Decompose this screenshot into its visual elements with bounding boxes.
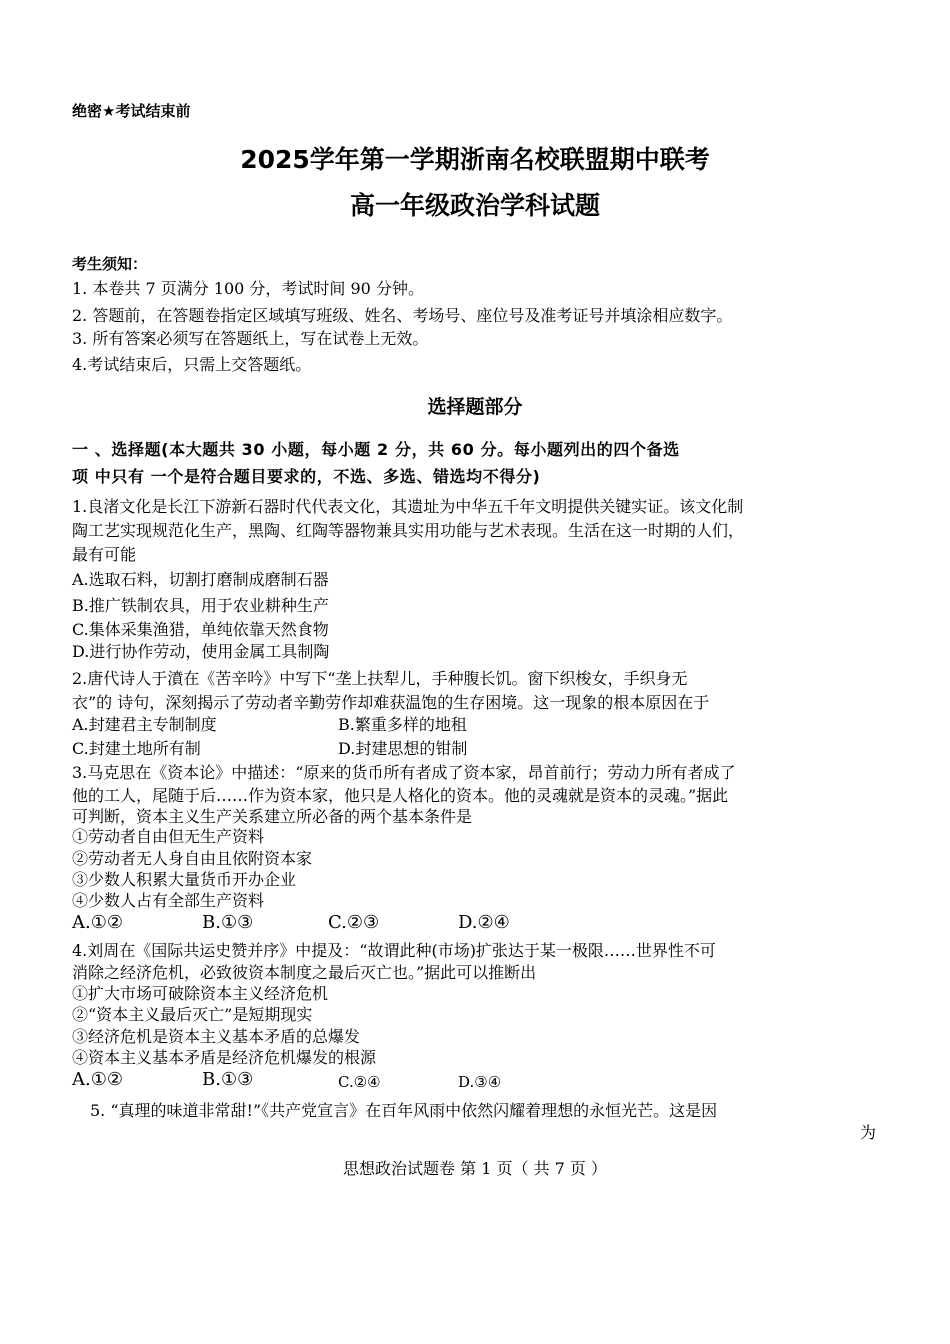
notice-heading: 考生须知： <box>72 255 148 273</box>
question-3-item: ④少数人占有全部生产资料 <box>72 891 265 910</box>
subject-title: 高一年级政治学科试题 <box>349 191 600 220</box>
question-2-option-b: B.繁重多样的地租 <box>338 715 467 734</box>
question-1-option: B.推广铁制农具，用于农业耕种生产 <box>72 596 329 615</box>
question-1-option: A.选取石料，切割打磨制成磨制石器 <box>72 570 329 589</box>
question-3-answer-a: A.①② <box>72 912 123 933</box>
question-4-item: ②“资本主义最后灭亡”是短期现实 <box>72 1005 313 1024</box>
question-4-answer-b: B.①③ <box>202 1069 254 1090</box>
question-2-option-d: D.封建思想的钳制 <box>338 739 468 758</box>
question-1-stem: 最有可能 <box>72 545 137 564</box>
question-3-item: ③少数人积累大量货币开办企业 <box>72 870 297 889</box>
question-2-option-c: C.封建土地所有制 <box>72 739 201 758</box>
question-2-option-a: A.封建君主专制制度 <box>72 715 217 734</box>
question-2-stem: 2.唐代诗人于濆在《苦辛吟》中写下“垄上扶犁儿，手种腹长饥。窗下织梭女，手织身无 <box>72 669 688 688</box>
notice-item: 3. 所有答案必须写在答题纸上，写在试卷上无效。 <box>72 329 429 348</box>
notice-item: 4.考试结束后，只需上交答题纸。 <box>72 355 312 374</box>
question-3-answer-d: D.②④ <box>458 912 510 933</box>
notice-item: 1. 本卷共 7 页满分 100 分，考试时间 90 分钟。 <box>72 279 424 298</box>
question-1-option: D.进行协作劳动，使用金属工具制陶 <box>72 642 330 661</box>
question-4-item: ③经济危机是资本主义基本矛盾的总爆发 <box>72 1027 361 1046</box>
section-instruction: 项 中只有 一个是符合题目要求的，不选、多选、错选均不得分) <box>72 467 541 486</box>
question-4-stem: 消除之经济危机，必致彼资本制度之最后灭亡也。”据此可以推断出 <box>72 963 537 982</box>
question-4-item: ①扩大市场可破除资本主义经济危机 <box>72 984 329 1003</box>
exam-title: 2025学年第一学期浙南名校联盟期中联考 <box>240 145 710 174</box>
section-instruction: 一 、选择题(本大题共 30 小题，每小题 2 分，共 60 分。每小题列出的四个备选 <box>72 440 680 459</box>
question-1-option: C.集体采集渔猎，单纯依靠天然食物 <box>72 620 329 639</box>
question-1-stem: 陶工艺实现规范化生产，黑陶、红陶等器物兼具实用功能与艺术表现。生活在这一时期的人们， <box>72 521 745 540</box>
section-title: 选择题部分 <box>427 396 523 418</box>
question-3-stem: 可判断，资本主义生产关系建立所必备的两个基本条件是 <box>72 807 473 826</box>
question-4-answer-c: C.②④ <box>338 1073 381 1091</box>
question-3-item: ①劳动者自由但无生产资料 <box>72 827 265 846</box>
question-5-stem: 为 <box>860 1123 877 1142</box>
question-2-stem: 衣”的 诗句，深刻揭示了劳动者辛勤劳作却难获温饱的生存困境。这一现象的根本原因在于 <box>72 693 710 712</box>
question-3-item: ②劳动者无人身自由且依附资本家 <box>72 849 313 868</box>
question-4-answer-d: D.③④ <box>458 1073 502 1091</box>
question-3-answer-b: B.①③ <box>202 912 254 933</box>
question-1-stem: 1.良渚文化是长江下游新石器时代代表文化，其遗址为中华五千年文明提供关键实证。该文化制 <box>72 497 744 516</box>
notice-item: 2. 答题前，在答题卷指定区域填写班级、姓名、考场号、座位号及准考证号并填涂相应数字。 <box>72 306 733 325</box>
question-3-stem: 3.马克思在《资本论》中描述：“原来的货币所有者成了资本家，昂首前行；劳动力所有者成了 <box>72 763 736 782</box>
question-3-answer-c: C.②③ <box>328 912 380 933</box>
question-4-item: ④资本主义基本矛盾是经济危机爆发的根源 <box>72 1048 377 1067</box>
page-footer: 思想政治试题卷 第 1 页（ 共 7 页 ） <box>343 1159 607 1178</box>
question-3-stem: 他的工人，尾随于后……作为资本家，他只是人格化的资本。他的灵魂就是资本的灵魂。”据此 <box>72 786 729 805</box>
question-5-stem: 5. “真理的味道非常甜!”《共产党宣言》在百年风雨中依然闪耀着理想的永恒光芒。这是因 <box>90 1101 718 1120</box>
question-4-answer-a: A.①② <box>72 1069 123 1090</box>
question-4-stem: 4.刘周在《国际共运史赞并序》中提及：“故谓此种(市场)扩张达于某一极限……世界性不可 <box>72 941 716 960</box>
secret-label: 绝密★考试结束前 <box>72 102 191 120</box>
